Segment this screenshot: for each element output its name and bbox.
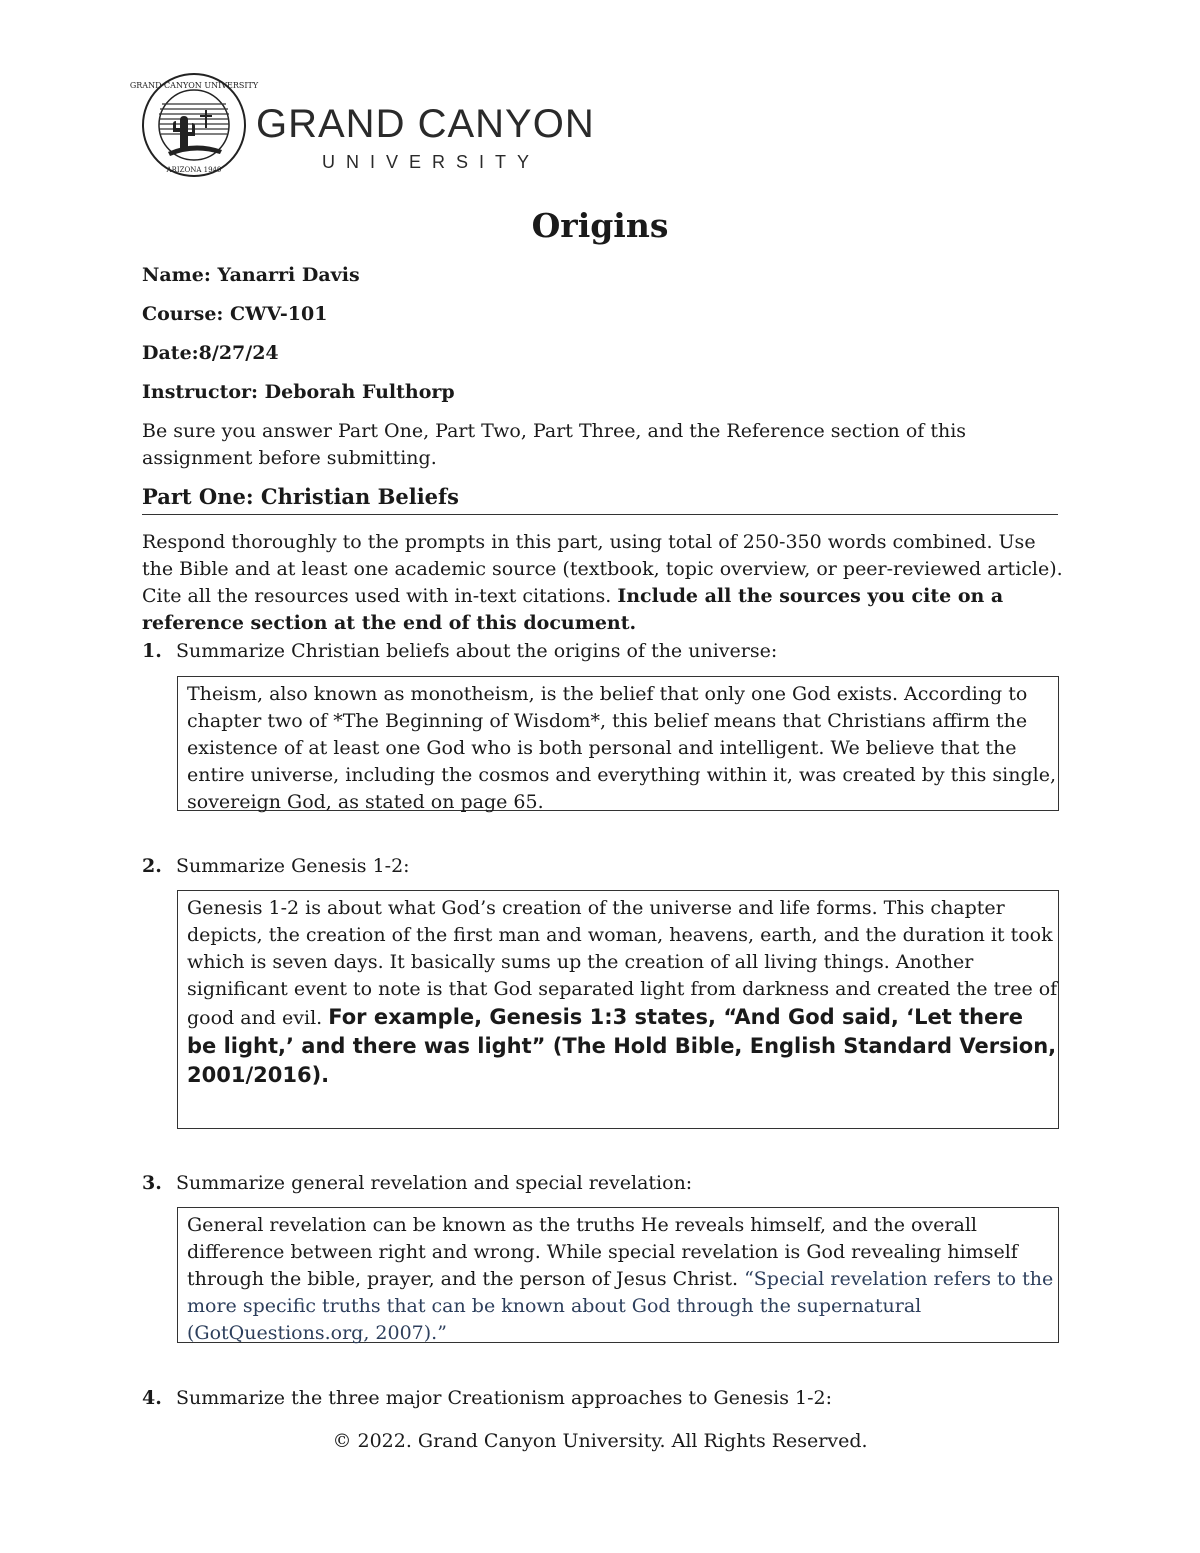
university-logo <box>129 72 620 178</box>
question-number: 3. <box>142 1172 162 1194</box>
university-seal-icon <box>129 72 259 178</box>
instructor-field <box>142 381 455 403</box>
document-title: Origins <box>531 206 669 245</box>
answer-box-3[interactable] <box>177 1207 1059 1343</box>
svg-text:GRAND CANYON UNIVERSITY: GRAND CANYON UNIVERSITY <box>129 81 259 90</box>
date-label: Date: <box>142 342 199 364</box>
question-1 <box>142 640 777 662</box>
question-4 <box>142 1387 832 1409</box>
question-number: 2. <box>142 855 162 877</box>
answer-box-1[interactable] <box>177 676 1059 811</box>
copyright-footer: © 2022. Grand Canyon University. All Rights Reserved. <box>332 1430 868 1452</box>
question-number: 4. <box>142 1387 162 1409</box>
question-text: Summarize the three major Creationism approaches to Genesis 1-2: <box>176 1387 833 1409</box>
answer-quote-text: “Special revelation refers to the more specific truths that can be known about God through the supernatural (GotQuestions.org, 2007).” <box>187 1268 1054 1344</box>
name-value: Yanarri Davis <box>217 264 360 286</box>
date-field <box>142 342 279 364</box>
part-one-heading: Part One: Christian Beliefs <box>142 484 1058 515</box>
question-number: 1. <box>142 640 162 662</box>
prompt-bold-text: Include all the sources you cite on a reference section at the end of this document. <box>142 585 1004 634</box>
part-one-prompt <box>142 529 1072 637</box>
prompt-text: Respond thoroughly to the prompts in this part, using total of 250-350 words combined. Use the Bible and at least one academic source (textbook, topic overview, or peer-reviewed article). Cite all the resources used with in-text citations. <box>142 531 1063 607</box>
name-field <box>142 264 360 286</box>
course-value: CWV-101 <box>230 303 328 325</box>
date-value: 8/27/24 <box>198 342 279 364</box>
answer-text: General revelation can be known as the truths He reveals himself, and the overall difference between right and wrong. While special revelation is God revealing himself through the bible, prayer, and the person of Jesus Christ. <box>187 1214 1018 1290</box>
question-3 <box>142 1172 692 1194</box>
name-label: Name: <box>142 264 211 286</box>
question-text: Summarize Christian beliefs about the origins of the universe: <box>176 640 778 662</box>
instructor-value: Deborah Fulthorp <box>264 381 455 403</box>
course-field <box>142 303 327 325</box>
question-text: Summarize Genesis 1-2: <box>176 855 410 877</box>
answer-text: Genesis 1-2 is about what God’s creation of the universe and life forms. This chapter depicts, the creation of the first man and woman, heavens, earth, and the duration it took which is seven days. It basically sums up the creation of all living things. Another significant event to note is that God separated light from darkness and created the tree of good and evil. <box>187 897 1058 1029</box>
svg-text:ARIZONA 1949: ARIZONA 1949 <box>166 166 222 174</box>
course-label: Course: <box>142 303 224 325</box>
answer-emphasis-text: For example, Genesis 1:3 states, “And God said, ‘Let there be light,’ and there was light” (The Hold Bible, English Standard Version, 2001/2016). <box>187 1005 1057 1087</box>
instructor-label: Instructor: <box>142 381 259 403</box>
question-text: Summarize general revelation and special revelation: <box>176 1172 693 1194</box>
answer-box-2[interactable] <box>177 890 1059 1129</box>
logo-wordmark: GRAND CANYON <box>256 102 595 146</box>
answer-text: Theism, also known as monotheism, is the belief that only one God exists. According to chapter two of *The Beginning of Wisdom*, this belief means that Christians affirm the existence of at least one God who is both personal and intelligent. We believe that the entire universe, including the cosmos and everything within it, was created by this single, sovereign God, as stated on page 65. <box>187 683 1056 813</box>
question-2 <box>142 855 410 877</box>
intro-text: Be sure you answer Part One, Part Two, Part Three, and the Reference section of this assignment before submitting. <box>142 420 967 469</box>
logo-subtitle: UNIVERSITY <box>322 152 541 172</box>
